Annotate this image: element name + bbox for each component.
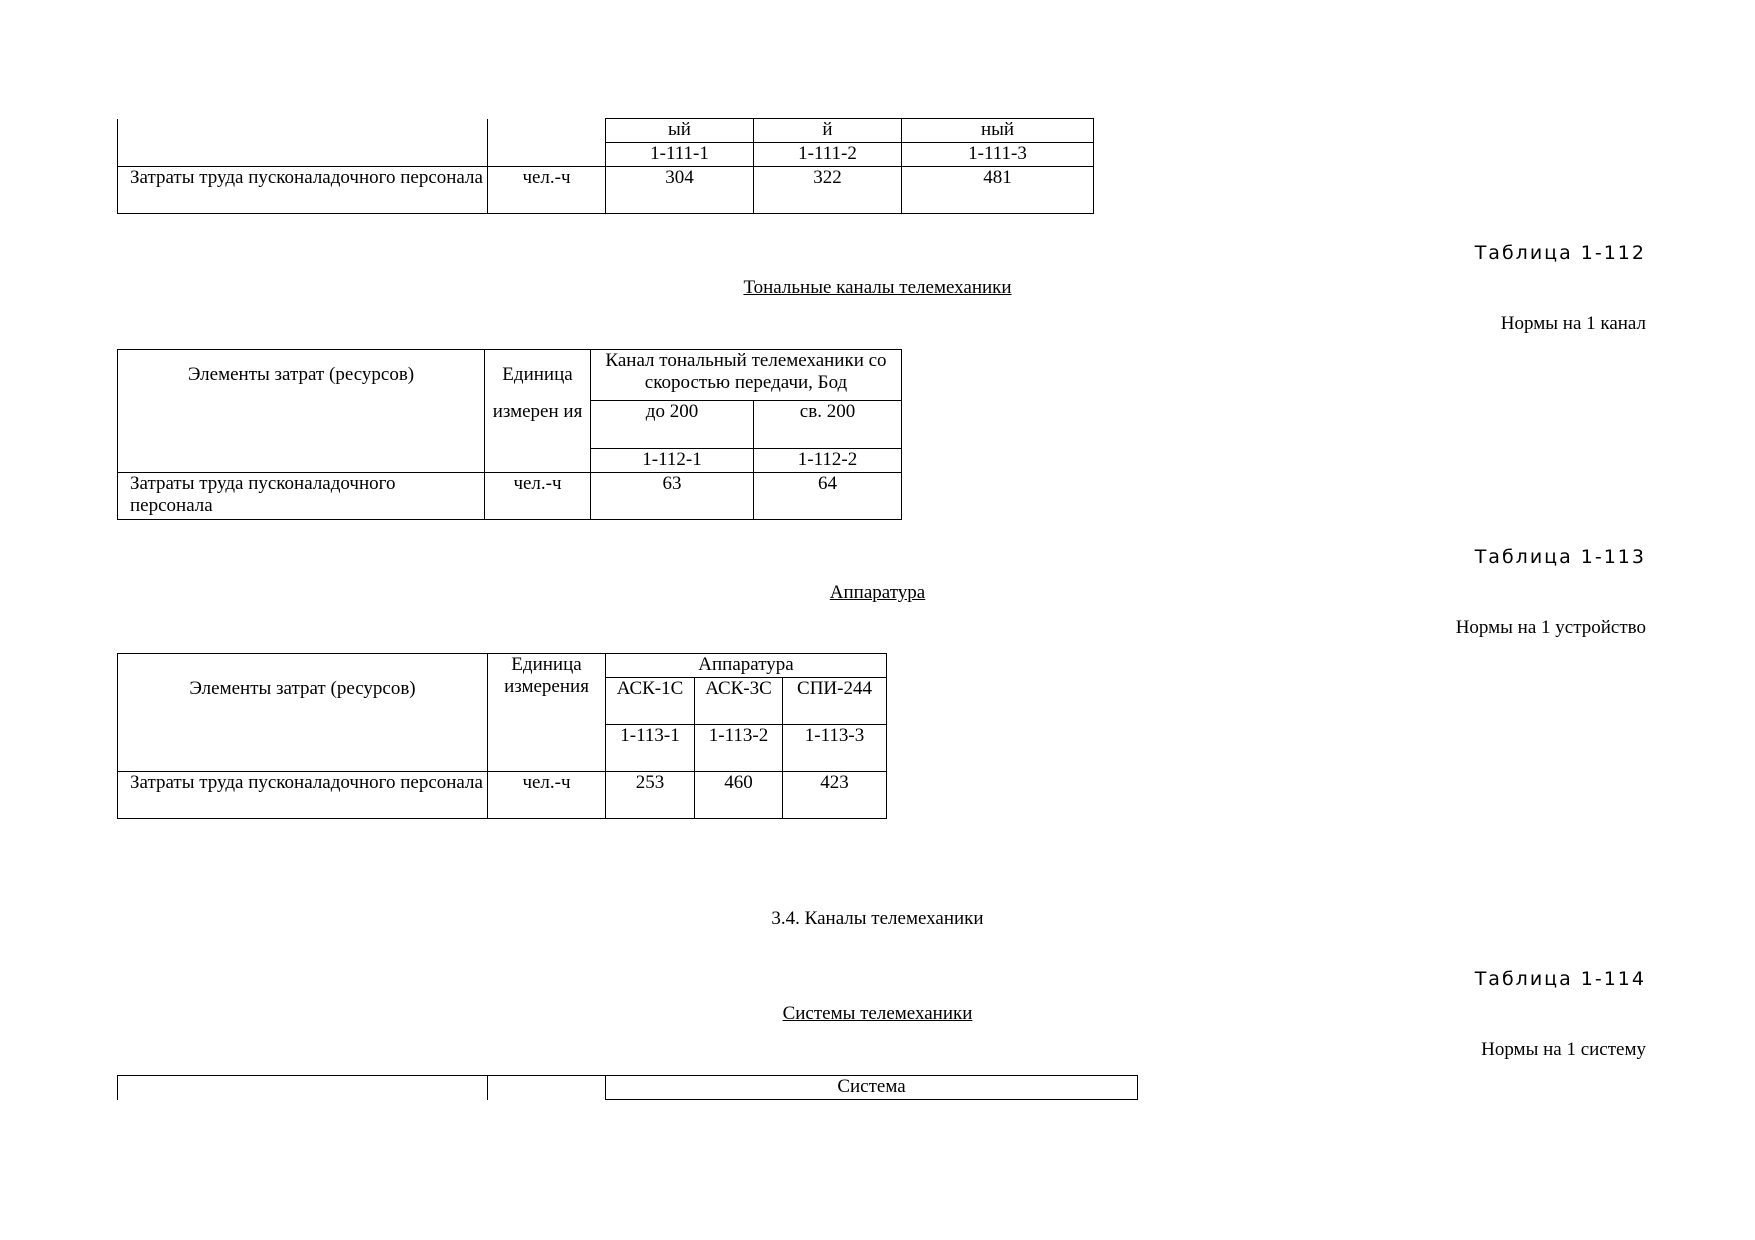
table-1-113 <box>117 653 887 819</box>
row-label: Затраты труда пусконаладочного персонала <box>118 473 485 520</box>
value-cell: 63 <box>591 473 754 520</box>
elements-header: Элементы затрат (ресурсов) <box>118 350 485 401</box>
code-cell: 1-113-2 <box>695 725 783 772</box>
table-row <box>118 772 887 819</box>
code-cell: 1-113-3 <box>783 725 887 772</box>
value-cell: 481 <box>902 167 1094 214</box>
group-header: Аппаратура <box>606 654 887 678</box>
group-header: Система <box>606 1076 1138 1100</box>
sub-header: АСК-3С <box>695 678 783 725</box>
value-cell: 423 <box>783 772 887 819</box>
header-cell <box>488 1076 606 1100</box>
table-title: Тональные каналы телемеханики <box>743 277 1012 298</box>
sub-header: до 200 <box>591 401 754 449</box>
unit-header: Единица <box>485 350 591 401</box>
value-cell: 253 <box>606 772 695 819</box>
header-cell <box>488 143 606 167</box>
table-number: Таблица 1-113 <box>1474 546 1646 568</box>
value-cell: 64 <box>754 473 902 520</box>
elements-header: Элементы затрат (ресурсов) <box>118 654 488 725</box>
group-header: Канал тональный телемеханики со скоростью передачи, Бод <box>591 350 902 401</box>
code-cell: 1-112-2 <box>754 449 902 473</box>
table-1-112 <box>117 349 902 520</box>
value-cell: 304 <box>606 167 754 214</box>
header-cell <box>118 1076 488 1100</box>
table-number: Таблица 1-112 <box>1474 242 1646 264</box>
table-title: Системы телемеханики <box>782 1003 973 1024</box>
table-row <box>118 167 1094 214</box>
header-cell <box>488 119 606 143</box>
unit-header-cont: измерен ия <box>485 401 591 449</box>
row-label: Затраты труда пусконаладочного персонала <box>118 167 488 214</box>
table-title: Аппаратура <box>829 582 926 603</box>
header-cell: й <box>754 119 902 143</box>
header-cell: ный <box>902 119 1094 143</box>
code-cell: 1-111-3 <box>902 143 1094 167</box>
unit-header: Единица измерения <box>488 654 606 725</box>
code-cell: 1-112-1 <box>591 449 754 473</box>
norm-label: Нормы на 1 устройство <box>1455 617 1646 638</box>
code-cell: 1-113-1 <box>606 725 695 772</box>
section-heading: 3.4. Каналы телемеханики <box>771 908 984 929</box>
sub-header: СПИ-244 <box>783 678 887 725</box>
table-1-114 <box>117 1075 1138 1100</box>
header-cell <box>118 725 488 772</box>
row-unit: чел.-ч <box>485 473 591 520</box>
header-cell <box>118 119 488 143</box>
header-cell <box>118 449 485 473</box>
table-row <box>118 473 902 520</box>
norm-label: Нормы на 1 канал <box>1500 313 1646 334</box>
table-number: Таблица 1-114 <box>1474 968 1646 990</box>
sub-header: св. 200 <box>754 401 902 449</box>
header-cell <box>118 401 485 449</box>
norm-label: Нормы на 1 систему <box>1481 1039 1646 1060</box>
row-label: Затраты труда пусконаладочного персонала <box>118 772 488 819</box>
header-cell <box>488 725 606 772</box>
sub-header: АСК-1С <box>606 678 695 725</box>
header-cell <box>485 449 591 473</box>
header-cell <box>118 143 488 167</box>
row-unit: чел.-ч <box>488 167 606 214</box>
header-cell: ый <box>606 119 754 143</box>
code-cell: 1-111-2 <box>754 143 902 167</box>
table-1-111 <box>117 118 1094 214</box>
code-cell: 1-111-1 <box>606 143 754 167</box>
value-cell: 322 <box>754 167 902 214</box>
row-unit: чел.-ч <box>488 772 606 819</box>
value-cell: 460 <box>695 772 783 819</box>
